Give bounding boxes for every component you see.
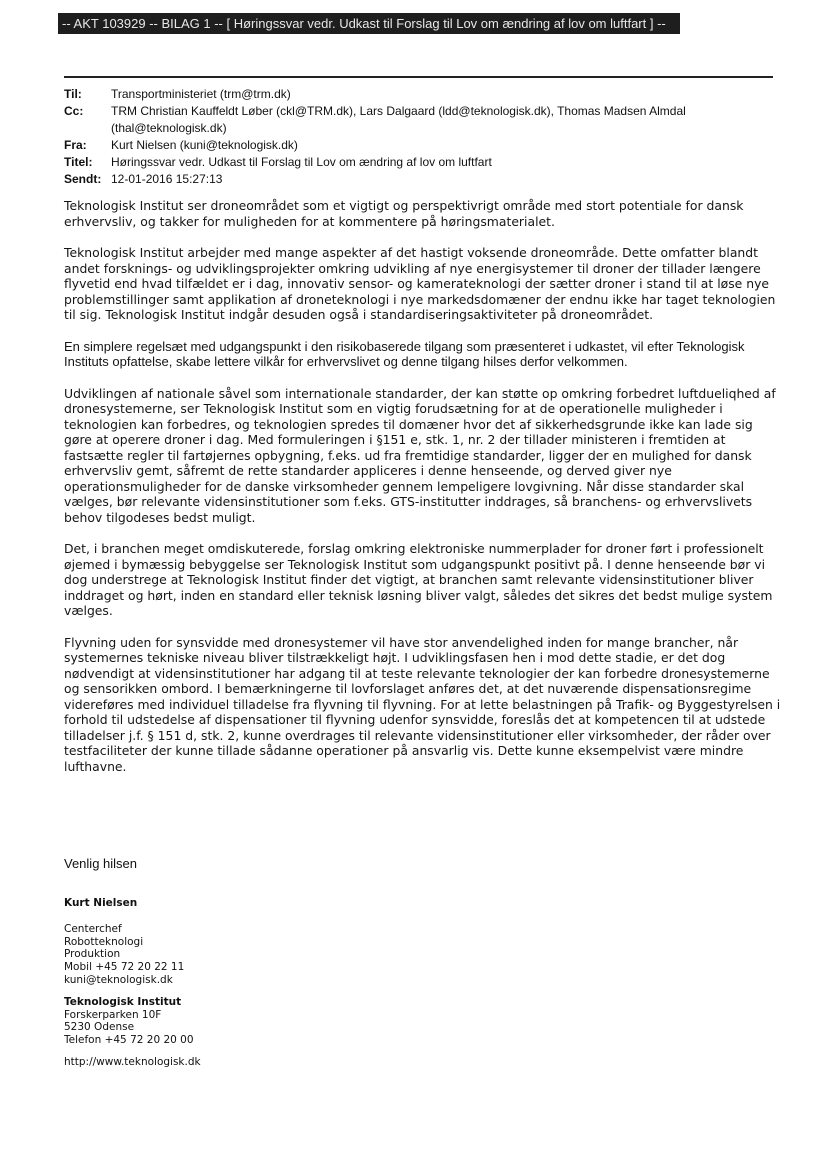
closing-greeting: Venlig hilsen	[64, 856, 137, 871]
sent-value: 12-01-2016 15:27:13	[111, 172, 223, 186]
signature-org: Teknologisk Institut	[64, 995, 182, 1008]
signature-mobile: Mobil +45 72 20 22 11	[64, 961, 185, 974]
signature-email: kuni@teknologisk.dk	[64, 973, 173, 986]
sent-label: Sendt:	[64, 172, 102, 186]
signature-street: Forskerparken 10F	[64, 1008, 162, 1021]
signature-name: Kurt Nielsen	[64, 897, 138, 909]
paragraph-bvlos: Flyvning uden for synsvidde med dronesystemer vil have stor anvendelighed inden for mange brancher, når systemernes tekniske niveau bliver tilstrækkeligt højt. I udviklingsfasen hen i mod dette stadie, er det dog nødvendigt at vidensinstitutioner har adgang til at teste relevante teknologier der kan forbedre dronesystemerne og sensorikken ombord. I bemærkningerne til lovforslaget anføres det, at det nuværende dispensationsregime videreføres med individuel tilladelse fra flyvning til flyvning. For at lette belastningen på Trafik- og Byggestyrelsen i forhold til udstedelse af dispensationer til flyvning udenfor synsvidde, foreslås det at kompetencen til at udstede tilladelser j.f. § 151 d, stk. 2, kunne overdrages til relevante vidensinstitutioner eller virksomheder, der råder over testfaciliteter der kunne tillade sådanne operationer på ansvarlig vis. Dette kunne eksempelvist være mindre lufthavne.	[64, 634, 781, 774]
cc-row	[64, 103, 773, 137]
signature-unit: Produktion	[64, 948, 121, 961]
sent-row	[64, 171, 773, 188]
signature-department: Robotteknologi	[64, 935, 144, 948]
paragraph-intro: Teknologisk Institut ser droneområdet som et vigtigt og perspektivrigt område med stort potentiale for dansk erhvervsliv, og takker for muligheden for at kommentere på høringsmaterialet.	[64, 198, 744, 229]
cc-value: TRM Christian Kauffeldt Løber (ckl@TRM.dk), Lars Dalgaard (ldd@teknologisk.dk), Thomas Madsen Almdal (thal@teknologisk.dk)	[111, 104, 686, 135]
header-divider	[64, 76, 773, 78]
from-row	[64, 137, 773, 154]
document-id-banner: -- AKT 103929 -- BILAG 1 -- [ Høringssvar vedr. Udkast til Forslag til Lov om ændring af lov om luftfart ] --	[58, 13, 680, 34]
cc-label: Cc:	[64, 104, 84, 118]
paragraph-standards: Udviklingen af nationale såvel som internationale standarder, der kan støtte op omkring forbedret luftdueliqhed af dronesystemerne, ser Teknologisk Institut som en vigtig forudsætning for at de operationelle muligheder i teknologien kan forbedres, og teknologien spredes til domæner hvor det af sikkerhedsgrunde ikke kan lade sig gøre at operere droner i dag. Med formuleringen i §151 e, stk. 1, nr. 2 der tillader ministeren i fremtiden at fastsætte regler til fartøjernes opbygning, f.eks. ud fra fremtidige standarder, ligger der en mulighed for dansk erhvervsliv gemt, såfremt de rette standarder appliceres i denne henseende, og derved giver nye operationsmuligheder for de danske virksomheder gennem lempeligere lovgivning. Når disse standarder skal vælges, bør relevante vidensinstitutioner som f.eks. GTS-institutter inddrages, så branchens- og erhvervslivets behov tilgodeses bedst muligt.	[64, 385, 776, 525]
from-label: Fra:	[64, 138, 87, 152]
signature-block	[64, 897, 464, 1069]
subject-row	[64, 154, 773, 171]
signature-title: Centerchef	[64, 922, 122, 935]
signature-phone: Telefon +45 72 20 20 00	[64, 1034, 194, 1047]
paragraph-regulation: En simplere regelsæt med udgangspunkt i den risikobaserede tilgang som præsenteret i udkastet, vil efter Teknologisk Instituts opfattelse, skabe lettere vilkår for erhvervslivet og denne tilgang hilses derfor velkommen.	[64, 338, 745, 369]
paragraph-license-plates: Det, i branchen meget omdiskuterede, forslag omkring elektroniske nummerplader for droner ført i professionelt øjemed i bymæssig bebyggelse ser Teknologisk Institut som udgangspunkt positivt på. I denne henseende bør vi dog understrege at Teknologisk Institut finder det vigtigt, at branchen samt relevante vidensinstitutioner bliver inddraget og hørt, inden en standard eller teknisk løsning bliver valgt, således det sikres det bedst mulige system vælges.	[64, 541, 773, 618]
signature-city: 5230 Odense	[64, 1021, 135, 1034]
to-value: Transportministeriet (trm@trm.dk)	[111, 87, 291, 101]
letter-body	[64, 198, 784, 790]
paragraph-activities: Teknologisk Institut arbejder med mange aspekter af det hastigt voksende droneområde. Dette omfatter blandt andet forsknings- og udviklingsprojekter omkring udvikling af nye energisystemer til droner der tillader længere flyvetid end hvad tilfældet er i dag, innovativ sensor- og kamerateknologi der sætter droner i stand til at løse nye problemstillinger samt applikation af droneteknologi i nye markedsdomæner der endnu ikke har taget teknologien til sig. Teknologisk Institut indgår desuden også i standardiseringsaktiviteter på droneområdet.	[64, 245, 776, 322]
to-row	[64, 86, 773, 103]
to-label: Til:	[64, 87, 82, 101]
signature-url[interactable]: http://www.teknologisk.dk	[64, 1055, 201, 1068]
from-value: Kurt Nielsen (kuni@teknologisk.dk)	[111, 138, 298, 152]
email-header	[64, 86, 773, 188]
subject-value: Høringssvar vedr. Udkast til Forslag til Lov om ændring af lov om luftfart	[111, 155, 492, 169]
subject-label: Titel:	[64, 155, 93, 169]
